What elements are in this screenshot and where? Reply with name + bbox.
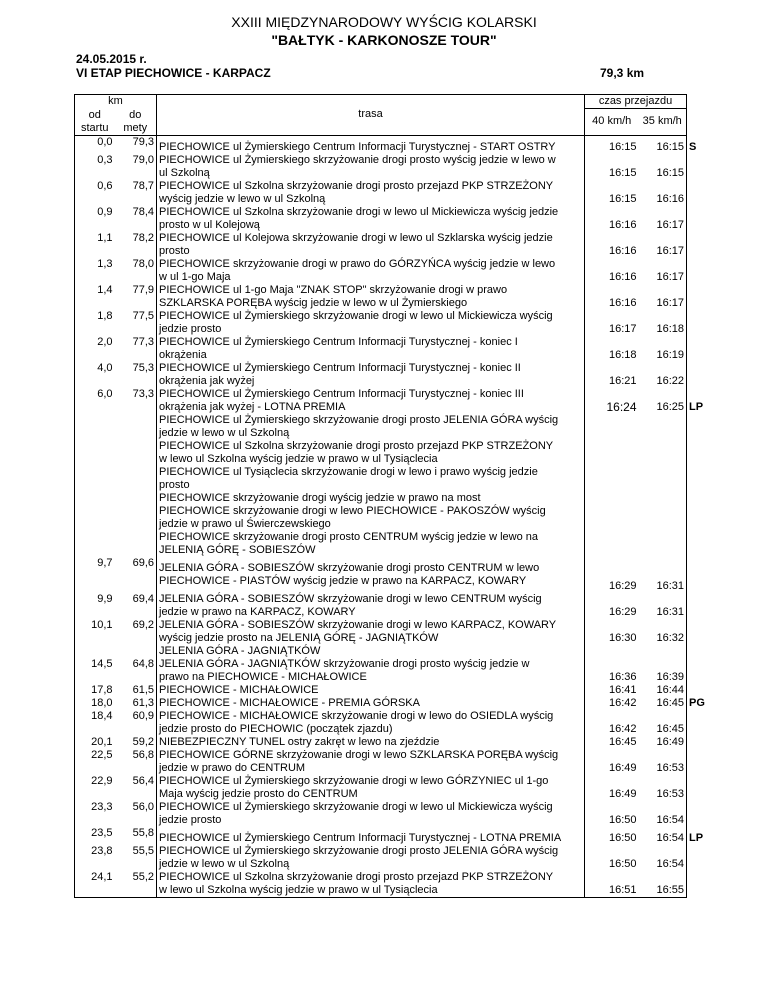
km-from-start: 4,0 (75, 362, 115, 388)
route-line: PIECHOWICE ul Żymierskiego skrzyżowanie drogi w lewo ul Mickiewicza wyścig (159, 800, 553, 813)
mety-header: mety (115, 122, 157, 135)
route-line: okrążenia (159, 348, 207, 361)
table-row (75, 180, 711, 206)
route-line: ul Szkolną (159, 166, 210, 179)
time-40kmh: 16:29 (608, 605, 637, 618)
route-line: PIECHOWICE - MICHAŁOWICE skrzyżowanie drogi w lewo do OSIEDLA wyścig (159, 709, 554, 722)
route-line: PIECHOWICE ul Żymierskiego Centrum Informacji Turystycznej - koniec II (159, 361, 521, 374)
route-line: jedzie w prawo ul Świerczewskiego (159, 517, 331, 530)
document-title: XXIII MIĘDZYNARODOWY WYŚCIG KOLARSKI (231, 14, 537, 30)
time-40kmh: 16:15 (585, 135, 639, 154)
time-40kmh: 16:15 (608, 166, 637, 179)
table-row (75, 801, 711, 827)
premium-flag (687, 505, 711, 531)
time-40kmh: 16:21 (608, 374, 637, 387)
route-line: PIECHOWICE skrzyżowanie drogi prosto CENTRUM wyścig jedzie w lewo na (159, 530, 538, 543)
km-to-finish: 56,4 (115, 775, 157, 801)
time-40kmh: 16:51 (585, 871, 639, 898)
route-description (157, 736, 585, 749)
km-to-finish (115, 531, 157, 557)
time-35kmh: 16:45 (639, 697, 687, 710)
race-name: "BAŁTYK - KARKONOSZE TOUR" (271, 32, 497, 48)
time-40kmh: 16:50 (608, 831, 637, 844)
route-line: PIECHOWICE ul Kolejowa skrzyżowanie drogi w lewo ul Szklarska wyścig jedzie (159, 231, 553, 244)
km-from-start: 14,5 (75, 658, 115, 684)
premium-flag (687, 232, 711, 258)
time-35kmh: 16:16 (639, 180, 687, 206)
time-40kmh: 16:41 (608, 683, 637, 696)
time-35kmh: 16:31 (639, 557, 687, 593)
km-from-start: 22,5 (75, 749, 115, 775)
km-from-start: 23,3 (75, 801, 115, 827)
od-header: od (75, 109, 115, 122)
route-description (157, 801, 585, 827)
table-row (75, 775, 711, 801)
table-row (75, 440, 711, 466)
premium-flag (687, 749, 711, 775)
startu-header: startu (75, 122, 115, 135)
route-line: JELENIĄ GÓRĘ - SOBIESZÓW (159, 543, 316, 556)
premium-flag (687, 531, 711, 557)
route-line: PIECHOWICE ul Szkolna skrzyżowanie drogi prosto przejazd PKP STRZEŻONY (159, 179, 554, 192)
time-40kmh (585, 440, 639, 466)
route-line: PIECHOWICE skrzyżowanie drogi w prawo do GÓRZYŃCA wyścig jedzie w lewo (159, 257, 556, 270)
route-line: PIECHOWICE skrzyżowanie drogi wyścig jedzie w prawo na most (159, 491, 481, 504)
time-40kmh (585, 414, 639, 440)
premium-flag (687, 258, 711, 284)
route-line: JELENIA GÓRA - JAGNIĄTKÓW skrzyżowanie drogi prosto wyścig jedzie w (159, 657, 530, 670)
time-35kmh: 16:31 (639, 593, 687, 619)
premium-flag (687, 154, 711, 180)
km-to-finish: 55,5 (115, 845, 157, 871)
time-40kmh (585, 531, 639, 557)
time-40kmh: 16:16 (608, 218, 637, 231)
premium-flag (687, 284, 711, 310)
route-description (157, 749, 585, 775)
km-to-finish: 55,8 (115, 827, 157, 845)
table-row (75, 736, 711, 749)
time-40kmh: 16:42 (608, 722, 637, 735)
km-from-start: 24,1 (75, 871, 115, 898)
route-description (157, 697, 585, 710)
premium-flag (687, 710, 711, 736)
route-line: PIECHOWICE ul Żymierskiego skrzyżowanie drogi prosto wyścig jedzie w lewo w (159, 153, 556, 166)
km-to-finish (115, 505, 157, 531)
km-from-start: 23,5 (75, 827, 115, 845)
table-row (75, 466, 711, 492)
premium-flag (687, 206, 711, 232)
km-from-start (75, 645, 115, 658)
route-description (157, 593, 585, 619)
route-line: prosto (159, 478, 190, 491)
route-line: PIECHOWICE ul Żymierskiego skrzyżowanie drogi w lewo ul Mickiewicza wyścig (159, 309, 553, 322)
route-description (157, 466, 585, 492)
km-to-finish: 56,8 (115, 749, 157, 775)
route-description (157, 336, 585, 362)
time-40kmh: 16:30 (608, 631, 637, 644)
km-to-finish: 77,5 (115, 310, 157, 336)
premium-flag (687, 801, 711, 827)
route-line: jedzie prosto (159, 813, 222, 826)
table-row (75, 645, 711, 658)
table-row (75, 697, 711, 710)
time-40kmh (585, 505, 639, 531)
time-35kmh: 16:25 (639, 388, 687, 414)
route-line: SZKLARSKA PORĘBA wyścig jedzie w lewo w ul Żymierskiego (159, 296, 468, 309)
route-description (157, 492, 585, 505)
time-40kmh: 16:18 (608, 348, 637, 361)
km-to-finish (115, 414, 157, 440)
km-from-start (75, 492, 115, 505)
route-description (157, 154, 585, 180)
premium-flag (687, 619, 711, 645)
km-from-start: 0,9 (75, 206, 115, 232)
time-40kmh: 16:50 (608, 857, 637, 870)
route-line: jedzie w lewo w ul Szkolną (159, 857, 290, 870)
route-line: JELENIA GÓRA - SOBIESZÓW skrzyżowanie drogi prosto CENTRUM w lewo (159, 561, 540, 574)
km-to-finish: 60,9 (115, 710, 157, 736)
time-35kmh: 16:17 (639, 232, 687, 258)
route-line: wyścig jedzie prosto na JELENIĄ GÓRĘ - JAGNIĄTKÓW (159, 631, 439, 644)
route-line: jedzie w prawo do CENTRUM (159, 761, 306, 774)
premium-flag (687, 645, 711, 658)
table-row (75, 284, 711, 310)
route-description (157, 557, 585, 593)
time-35kmh: 16:15 (639, 154, 687, 180)
route-description (157, 619, 585, 645)
route-line: PIECHOWICE ul Żymierskiego skrzyżowanie drogi prosto JELENIA GÓRA wyścig (159, 413, 559, 426)
table-row (75, 658, 711, 684)
route-description (157, 845, 585, 871)
table-row (75, 684, 711, 697)
premium-flag (687, 658, 711, 684)
table-row (75, 336, 711, 362)
race-date: 24.05.2015 r. (76, 52, 147, 66)
km-to-finish: 59,2 (115, 736, 157, 749)
route-line: JELENIA GÓRA - SOBIESZÓW skrzyżowanie drogi w lewo KARPACZ, KOWARY (159, 618, 557, 631)
premium-flag (687, 180, 711, 206)
time-40kmh: 16:49 (608, 787, 637, 800)
km-to-finish: 69,2 (115, 619, 157, 645)
premium-flag (687, 440, 711, 466)
time-35kmh: 16:53 (639, 775, 687, 801)
time-35kmh: 16:15 (639, 135, 687, 154)
km-to-finish (115, 492, 157, 505)
route-line: PIECHOWICE GÓRNE skrzyżowanie drogi w lewo SZKLARSKA PORĘBA wyścig (159, 748, 559, 761)
route-description (157, 775, 585, 801)
time-40kmh: 16:29 (608, 579, 637, 592)
km-from-start (75, 466, 115, 492)
route-description (157, 362, 585, 388)
km-to-finish: 61,5 (115, 684, 157, 697)
route-description (157, 440, 585, 466)
route-description (157, 871, 585, 898)
table-row (75, 710, 711, 736)
route-line: jedzie w lewo w ul Szkolną (159, 426, 290, 439)
km-from-start (75, 414, 115, 440)
km-to-finish: 75,3 (115, 362, 157, 388)
premium-flag (687, 362, 711, 388)
route-table (74, 94, 711, 898)
premium-flag (687, 684, 711, 697)
premium-flag (687, 310, 711, 336)
route-description (157, 658, 585, 684)
table-row (75, 557, 711, 593)
km-to-finish: 56,0 (115, 801, 157, 827)
km-from-start: 22,9 (75, 775, 115, 801)
premium-flag (687, 557, 711, 593)
route-line: jedzie w prawo na KARPACZ, KOWARY (159, 605, 356, 618)
table-row (75, 593, 711, 619)
table-row (75, 388, 711, 414)
km-from-start: 1,8 (75, 310, 115, 336)
table-row (75, 492, 711, 505)
route-line: Maja wyścig jedzie prosto do CENTRUM (159, 787, 358, 800)
time-35kmh: 16:54 (639, 845, 687, 871)
route-line: PIECHOWICE ul Żymierskiego Centrum Informacji Turystycznej - koniec III (159, 387, 524, 400)
time-35kmh (639, 531, 687, 557)
route-description (157, 684, 585, 697)
time-35kmh: 16:54 (639, 827, 687, 845)
route-line: PIECHOWICE - MICHAŁOWICE - PREMIA GÓRSKA (159, 696, 420, 709)
time-40kmh: 16:15 (608, 192, 637, 205)
route-line: prawo na PIECHOWICE - MICHAŁOWICE (159, 670, 367, 683)
time-40kmh: 16:16 (608, 244, 637, 257)
route-description (157, 388, 585, 414)
time-35kmh (639, 505, 687, 531)
route-line: PIECHOWICE - MICHAŁOWICE (159, 683, 319, 696)
table-row (75, 845, 711, 871)
km-from-start: 1,3 (75, 258, 115, 284)
time-40kmh (585, 466, 639, 492)
km-from-start: 0,0 (75, 135, 115, 154)
table-row (75, 362, 711, 388)
km-from-start: 10,1 (75, 619, 115, 645)
route-line: PIECHOWICE ul Żymierskiego Centrum Informacji Turystycznej - START OSTRY (159, 140, 556, 153)
speed35-header: 35 km/h (639, 109, 687, 136)
premium-flag (687, 466, 711, 492)
table-row (75, 135, 711, 154)
time-40kmh: 16:42 (608, 696, 637, 709)
time-35kmh: 16:45 (639, 710, 687, 736)
table-row (75, 619, 711, 645)
premium-flag (687, 845, 711, 871)
km-from-start: 23,8 (75, 845, 115, 871)
premium-flag (687, 593, 711, 619)
km-from-start: 18,0 (75, 697, 115, 710)
route-description (157, 531, 585, 557)
km-from-start: 1,1 (75, 232, 115, 258)
km-from-start: 0,3 (75, 154, 115, 180)
route-description (157, 310, 585, 336)
time-35kmh (639, 492, 687, 505)
route-line: okrążenia jak wyżej (159, 374, 255, 387)
time-35kmh: 16:32 (639, 619, 687, 645)
route-description (157, 414, 585, 440)
table-row (75, 232, 711, 258)
premium-flag (687, 775, 711, 801)
route-line: w ul 1-go Maja (159, 270, 231, 283)
km-to-finish: 78,2 (115, 232, 157, 258)
time-35kmh: 16:19 (639, 336, 687, 362)
route-description (157, 645, 585, 658)
km-to-finish (115, 645, 157, 658)
km-from-start: 9,9 (75, 593, 115, 619)
km-from-start: 0,6 (75, 180, 115, 206)
route-line: PIECHOWICE ul Żymierskiego skrzyżowanie drogi w lewo GÓRZYNIEC ul 1-go (159, 774, 549, 787)
time-40kmh: 16:16 (608, 296, 637, 309)
route-line: PIECHOWICE ul Żymierskiego Centrum Informacji Turystycznej - koniec I (159, 335, 518, 348)
route-line: okrążenia jak wyżej - LOTNA PREMIA (159, 400, 346, 413)
km-to-finish: 61,3 (115, 697, 157, 710)
time-35kmh: 16:17 (639, 258, 687, 284)
route-description (157, 180, 585, 206)
km-to-finish (115, 466, 157, 492)
time-40kmh: 16:17 (608, 322, 637, 335)
km-from-start (75, 505, 115, 531)
route-line: jedzie prosto (159, 322, 222, 335)
time-40kmh: 16:49 (608, 761, 637, 774)
time-35kmh: 16:54 (639, 801, 687, 827)
premium-flag (687, 736, 711, 749)
time-35kmh (639, 466, 687, 492)
km-to-finish: 69,4 (115, 593, 157, 619)
table-row (75, 414, 711, 440)
speed40-header: 40 km/h (585, 109, 639, 136)
route-description (157, 827, 585, 845)
time-35kmh (639, 440, 687, 466)
route-line: w lewo ul Szkolna wyścig jedzie w prawo w ul Tysiąclecia (159, 883, 438, 896)
route-line: NIEBEZPIECZNY TUNEL ostry zakręt w lewo na zjeździe (159, 735, 440, 748)
table-row (75, 871, 711, 898)
route-description (157, 232, 585, 258)
time-40kmh: 16:16 (608, 270, 637, 283)
km-from-start: 9,7 (75, 557, 115, 593)
km-to-finish: 78,7 (115, 180, 157, 206)
table-row (75, 154, 711, 180)
do-header: do (115, 109, 157, 122)
route-line: PIECHOWICE ul Tysiąclecia skrzyżowanie drogi w lewo i prawo wyścig jedzie (159, 465, 538, 478)
route-line: wyścig jedzie w lewo w ul Szkolną (159, 192, 326, 205)
km-header: km (75, 95, 157, 109)
km-from-start: 1,4 (75, 284, 115, 310)
table-row (75, 505, 711, 531)
premium-flag (687, 871, 711, 898)
route-line: PIECHOWICE ul Szkolna skrzyżowanie drogi w lewo ul Mickiewicza wyścig jedzie (159, 205, 559, 218)
route-line: PIECHOWICE ul Szkolna skrzyżowanie drogi prosto przejazd PKP STRZEŻONY (159, 439, 554, 452)
table-row (75, 827, 711, 845)
route-line: jedzie prosto do PIECHOWIC (początek zjazdu) (159, 722, 393, 735)
premium-flag: S (689, 140, 697, 153)
route-line: prosto w ul Kolejową (159, 218, 260, 231)
route-line: PIECHOWICE ul 1-go Maja "ZNAK STOP" skrzyżowanie drogi w prawo (159, 283, 508, 296)
route-line: JELENIA GÓRA - JAGNIĄTKÓW (159, 644, 321, 657)
table-row (75, 531, 711, 557)
premium-flag: LP (689, 831, 704, 844)
time-40kmh: 16:45 (608, 735, 637, 748)
time-35kmh: 16:17 (639, 284, 687, 310)
premium-flag (687, 414, 711, 440)
route-description (157, 284, 585, 310)
time-35kmh: 16:53 (639, 749, 687, 775)
route-line: PIECHOWICE skrzyżowanie drogi w lewo PIECHOWICE - PAKOSZÓW wyścig (159, 504, 546, 517)
km-from-start: 18,4 (75, 710, 115, 736)
time-35kmh: 16:49 (639, 736, 687, 749)
table-row (75, 749, 711, 775)
route-line: prosto (159, 244, 190, 257)
km-from-start: 20,1 (75, 736, 115, 749)
route-line: PIECHOWICE ul Żymierskiego Centrum Informacji Turystycznej - LOTNA PREMIA (159, 831, 562, 844)
time-40kmh (585, 492, 639, 505)
km-to-finish: 79,3 (115, 135, 157, 154)
km-from-start (75, 531, 115, 557)
table-row (75, 206, 711, 232)
time-35kmh: 16:44 (639, 684, 687, 697)
km-from-start: 2,0 (75, 336, 115, 362)
route-description (157, 135, 585, 154)
czas-header: czas przejazdu (585, 95, 687, 109)
route-line: PIECHOWICE ul Żymierskiego skrzyżowanie drogi prosto JELENIA GÓRA wyścig (159, 844, 559, 857)
time-35kmh: 16:17 (639, 206, 687, 232)
time-35kmh: 16:22 (639, 362, 687, 388)
time-35kmh: 16:55 (639, 871, 687, 898)
table-row (75, 310, 711, 336)
table-row (75, 258, 711, 284)
time-35kmh (639, 414, 687, 440)
km-from-start: 6,0 (75, 388, 115, 414)
km-to-finish: 78,0 (115, 258, 157, 284)
km-to-finish: 79,0 (115, 154, 157, 180)
time-35kmh (639, 645, 687, 658)
km-to-finish: 77,3 (115, 336, 157, 362)
km-to-finish: 69,6 (115, 557, 157, 593)
route-description (157, 258, 585, 284)
premium-flag: PG (689, 696, 705, 709)
premium-flag: LP (689, 400, 704, 413)
route-description (157, 710, 585, 736)
premium-flag (687, 336, 711, 362)
route-line: JELENIA GÓRA - SOBIESZÓW skrzyżowanie drogi w lewo CENTRUM wyścig (159, 592, 542, 605)
time-40kmh: 16:50 (608, 813, 637, 826)
route-line: PIECHOWICE - PIASTÓW wyścig jedzie w prawo na KARPACZ, KOWARY (159, 574, 527, 587)
time-35kmh: 16:39 (639, 658, 687, 684)
km-to-finish: 73,3 (115, 388, 157, 414)
route-line: PIECHOWICE ul Szkolna skrzyżowanie drogi prosto przejazd PKP STRZEŻONY (159, 870, 554, 883)
route-description (157, 206, 585, 232)
time-40kmh: 16:36 (608, 670, 637, 683)
route-description (157, 505, 585, 531)
km-to-finish: 78,4 (115, 206, 157, 232)
km-from-start: 17,8 (75, 684, 115, 697)
km-to-finish: 55,2 (115, 871, 157, 898)
km-to-finish (115, 440, 157, 466)
premium-flag (687, 492, 711, 505)
time-40kmh: 16:24 (606, 399, 637, 414)
trasa-header: trasa (157, 95, 585, 136)
time-35kmh: 16:18 (639, 310, 687, 336)
stage-distance: 79,3 km (600, 66, 645, 80)
km-to-finish: 64,8 (115, 658, 157, 684)
stage-title: VI ETAP PIECHOWICE - KARPACZ (76, 66, 271, 80)
km-from-start (75, 440, 115, 466)
route-line: w lewo ul Szkolna wyścig jedzie w prawo w ul Tysiąclecia (159, 452, 438, 465)
km-to-finish: 77,9 (115, 284, 157, 310)
time-40kmh (585, 645, 639, 658)
